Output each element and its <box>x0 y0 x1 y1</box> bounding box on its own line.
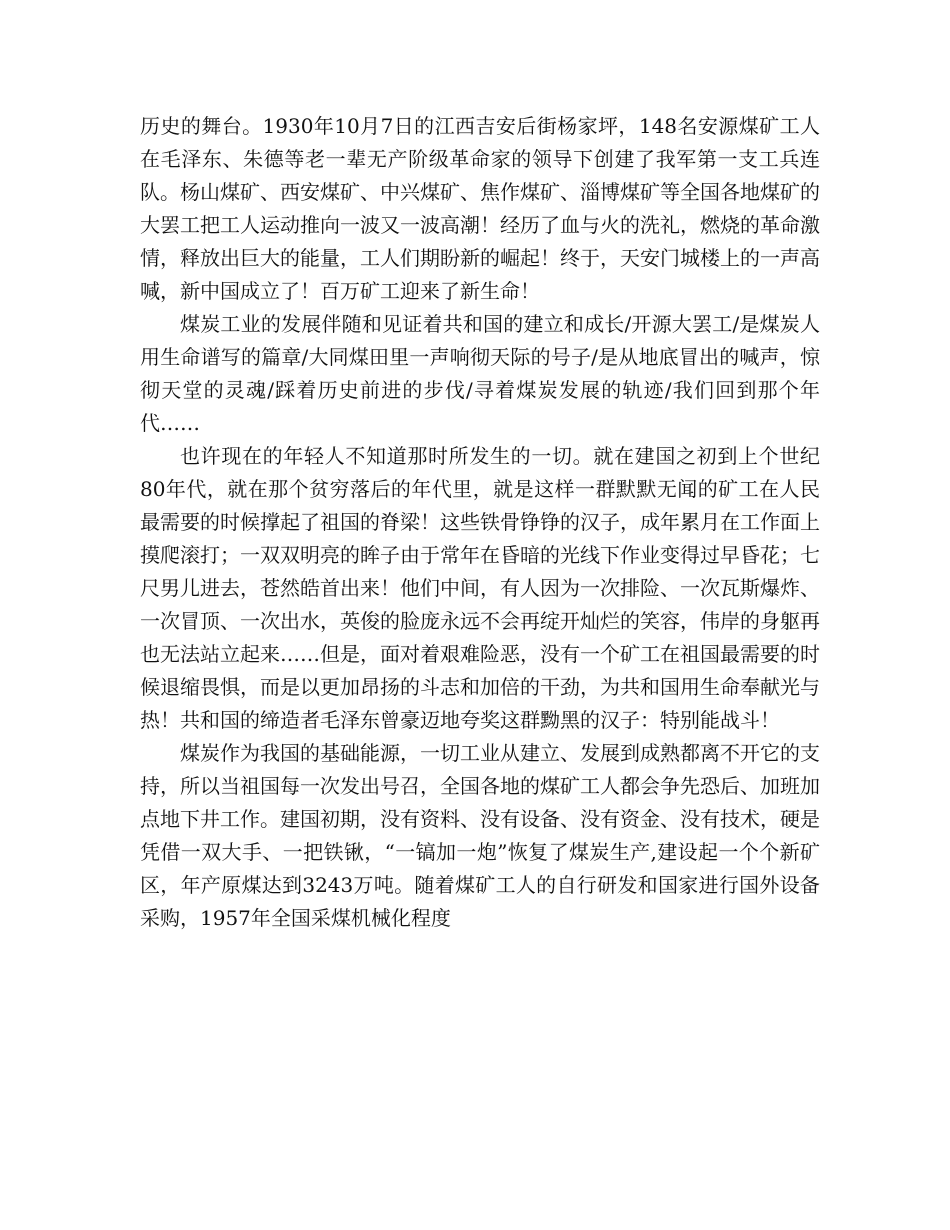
document-page <box>140 110 820 935</box>
paragraph-3: 也许现在的年轻人不知道那时所发生的一切。就在建国之初到上个世纪80年代，就在那个贫穷落后的年代里，就是这样一群默默无闻的矿工在人民最需要的时候撑起了祖国的脊梁！这些铁骨铮铮的汉子，成年累月在工作面上摸爬滚打；一双双明亮的眸子由于常年在昏暗的光线下作业变得过早昏花；七尺男儿进去，苍然皓首出来！他们中间，有人因为一次排险、一次瓦斯爆炸、一次冒顶、一次出水，英俊的脸庞永远不会再绽开灿烂的笑容，伟岸的身躯再也无法站立起来……但是，面对着艰难险恶，没有一个矿工在祖国最需要的时候退缩畏惧，而是以更加昂扬的斗志和加倍的干劲，为共和国用生命奉献光与热！共和国的缔造者毛泽东曾豪迈地夸奖这群黝黑的汉子：特别能战斗！ <box>140 444 820 732</box>
paragraph-1: 历史的舞台。1930年10月7日的江西吉安后街杨家坪，148名安源煤矿工人在毛泽东、朱德等老一辈无产阶级革命家的领导下创建了我军第一支工兵连队。杨山煤矿、西安煤矿、中兴煤矿、焦作煤矿、淄博煤矿等全国各地煤矿的大罢工把工人运动推向一波又一波高潮！经历了血与火的洗礼，燃烧的革命激情，释放出巨大的能量，工人们期盼新的崛起！终于，天安门城楼上的一声高喊，新中国成立了！百万矿工迎来了新生命！ <box>140 114 820 303</box>
paragraph-2: 煤炭工业的发展伴随和见证着共和国的建立和成长/开源大罢工/是煤炭人用生命谱写的篇章/大同煤田里一声响彻天际的号子/是从地底冒出的喊声，惊彻天堂的灵魂/踩着历史前进的步伐/寻着煤炭发展的轨迹/我们回到那个年代…… <box>140 312 820 435</box>
paragraph-4: 煤炭作为我国的基础能源，一切工业从建立、发展到成熟都离不开它的支持，所以当祖国每一次发出号召，全国各地的煤矿工人都会争先恐后、加班加点地下井工作。建国初期，没有资料、没有设备、没有资金、没有技术，硬是凭借一双大手、一把铁锹，“一镐加一炮”恢复了煤炭生产,建设起一个个新矿区，年产原煤达到3243万吨。随着煤矿工人的自行研发和国家进行国外设备采购，1957年全国采煤机械化程度 <box>140 741 820 930</box>
